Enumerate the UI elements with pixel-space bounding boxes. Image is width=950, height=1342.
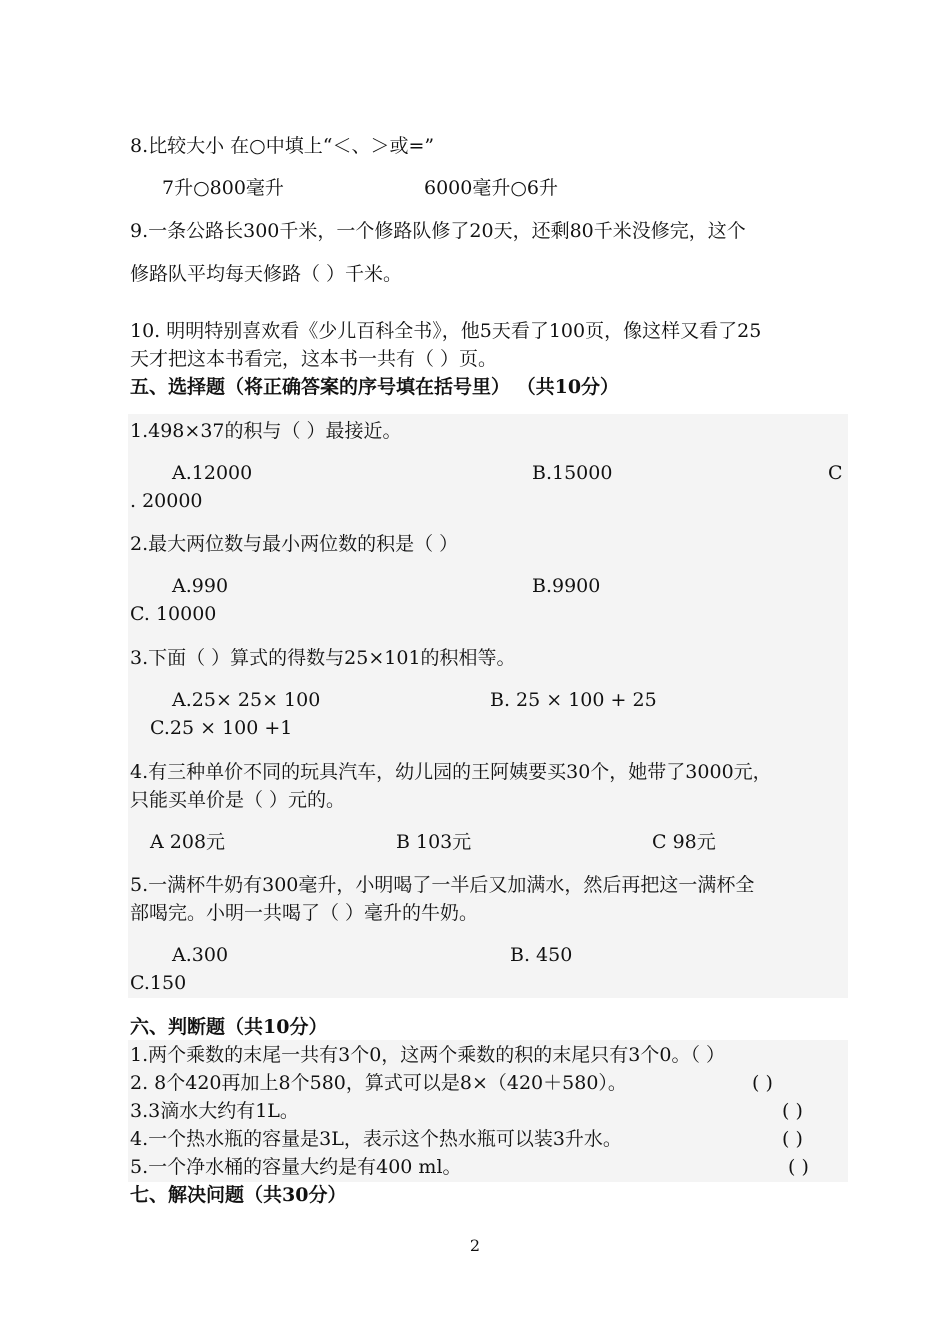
mc-q4-option-a: A 208元	[150, 831, 226, 853]
tf-item-3-answer-paren: ( )	[782, 1100, 803, 1122]
q10-line2: 天才把这本书看完，这本书一共有（ ）页。	[130, 348, 498, 370]
mc-q3-option-c: C.25 × 100 +1	[150, 717, 293, 739]
mc-q2-option-b: B.9900	[532, 575, 601, 597]
mc-q1-option-c-letter: C	[828, 462, 843, 484]
q8-item-b: 6000毫升○6升	[424, 177, 559, 199]
section-title-problems: 七、解决问题（共30分）	[130, 1184, 347, 1206]
q10-line1: 10. 明明特别喜欢看《少儿百科全书》，他5天看了100页，像这样又看了25	[130, 320, 762, 342]
tf-item-4: 4.一个热水瓶的容量是3L，表示这个热水瓶可以装3升水。	[130, 1128, 622, 1150]
section-title-judgement: 六、判断题（共10分）	[130, 1016, 328, 1038]
mc-q1-option-a: A.12000	[172, 462, 253, 484]
mc-q1-stem: 1.498×37的积与（ ）最接近。	[130, 420, 402, 442]
mc-q2-option-a: A.990	[172, 575, 229, 597]
q9-line1: 9.一条公路长300千米，一个修路队修了20天，还剩80千米没修完，这个	[130, 220, 746, 242]
mc-q3-stem: 3.下面（ ）算式的得数与25×101的积相等。	[130, 647, 516, 669]
tf-item-2-answer-paren: ( )	[752, 1072, 773, 1094]
tf-item-3: 3.3滴水大约有1L。	[130, 1100, 299, 1122]
mc-q5-line2: 部喝完。小明一共喝了（ ）毫升的牛奶。	[130, 902, 479, 924]
tf-item-2: 2. 8个420再加上8个580，算式可以是8×（420＋580）。	[130, 1072, 627, 1094]
mc-q3-option-b: B. 25 × 100 + 25	[490, 689, 657, 711]
mc-q5-option-b: B. 450	[510, 944, 573, 966]
q8-stem: 8.比较大小 在○中填上“＜、＞或=”	[130, 135, 435, 157]
tf-item-4-answer-paren: ( )	[782, 1128, 803, 1150]
mc-q2-option-c: C. 10000	[130, 603, 217, 625]
mc-q4-option-c: C 98元	[652, 831, 716, 853]
mc-q5-line1: 5.一满杯牛奶有300毫升，小明喝了一半后又加满水，然后再把这一满杯全	[130, 874, 755, 896]
mc-q5-option-a: A.300	[172, 944, 229, 966]
mc-q4-option-b: B 103元	[396, 831, 472, 853]
section-title-choice: 五、选择题（将正确答案的序号填在括号里） （共10分）	[130, 376, 620, 398]
q9-line2: 修路队平均每天修路（ ）千米。	[130, 263, 403, 285]
q8-item-a: 7升○800毫升	[162, 177, 284, 199]
mc-q2-stem: 2.最大两位数与最小两位数的积是（ ）	[130, 533, 459, 555]
mc-q5-option-c: C.150	[130, 972, 187, 994]
mc-q4-line2: 只能买单价是（ ）元的。	[130, 789, 346, 811]
page-number: 2	[469, 1236, 481, 1255]
mc-q3-option-a: A.25× 25× 100	[172, 689, 321, 711]
tf-item-1: 1.两个乘数的末尾一共有3个0，这两个乘数的积的末尾只有3个0。（ ）	[130, 1044, 726, 1066]
tf-item-5-answer-paren: ( )	[788, 1156, 809, 1178]
mc-q4-line1: 4.有三种单价不同的玩具汽车，幼儿园的王阿姨要买30个，她带了3000元，	[130, 761, 772, 783]
mc-q1-option-c-value: . 20000	[130, 490, 203, 512]
tf-item-5: 5.一个净水桶的容量大约是有400 ml。	[130, 1156, 462, 1178]
mc-q1-option-b: B.15000	[532, 462, 613, 484]
